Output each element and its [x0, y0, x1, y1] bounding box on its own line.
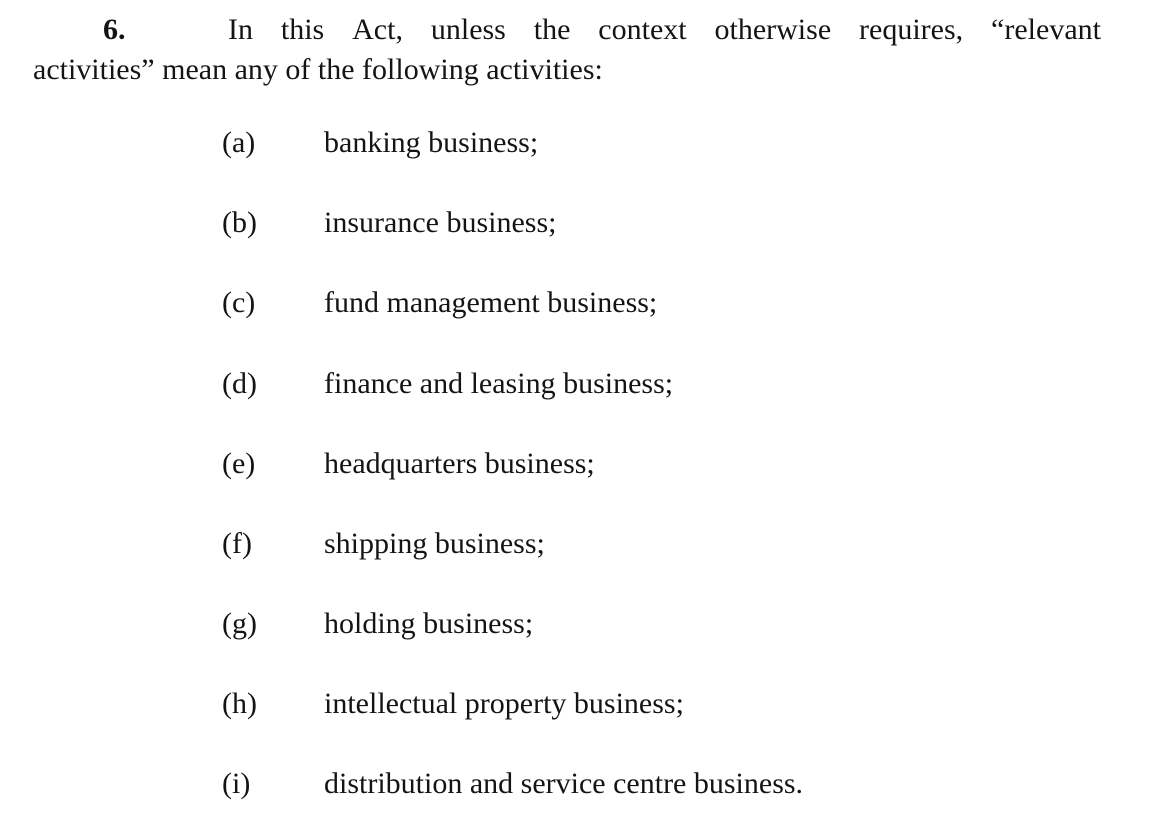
item-label: (b) [222, 206, 257, 239]
item-label: (h) [222, 687, 257, 720]
item-text: headquarters business; [324, 447, 595, 480]
item-label: (e) [222, 447, 256, 480]
heading-word: requires, [859, 13, 964, 46]
heading-word: Act, [352, 13, 403, 46]
section-continuation: activities” mean any of the following activities: [33, 53, 603, 86]
heading-word: In [228, 13, 253, 46]
heading-word: the [533, 13, 571, 46]
heading-word: this [280, 13, 325, 46]
item-text: fund management business; [324, 286, 658, 319]
section-heading-line [33, 10, 1101, 50]
item-text: distribution and service centre business. [324, 767, 804, 800]
section-heading-text [228, 10, 1101, 50]
item-text: finance and leasing business; [324, 367, 674, 400]
item-label: (d) [222, 367, 257, 400]
item-label: (c) [222, 286, 256, 319]
item-label: (f) [222, 527, 252, 560]
item-label: (a) [222, 126, 256, 159]
heading-word: context [598, 13, 687, 46]
item-text: holding business; [324, 607, 534, 640]
section-6 [33, 10, 1101, 86]
heading-word: unless [430, 13, 506, 46]
item-text: intellectual property business; [324, 687, 684, 720]
item-text: banking business; [324, 126, 539, 159]
heading-word: “relevant [991, 13, 1101, 46]
heading-word: otherwise [714, 13, 832, 46]
section-number: 6. [103, 13, 126, 46]
item-label: (g) [222, 607, 257, 640]
item-text: shipping business; [324, 527, 545, 560]
item-text: insurance business; [324, 206, 557, 239]
item-label: (i) [222, 767, 251, 800]
